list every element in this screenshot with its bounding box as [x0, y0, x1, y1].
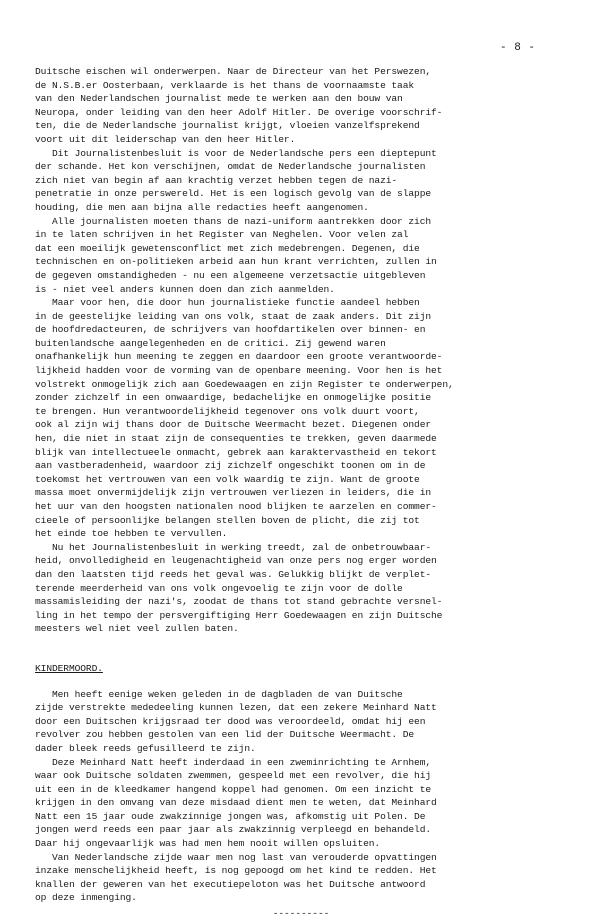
text-line: Men heeft eenige weken geleden in de dagbladen de van Duitsche [35, 688, 403, 700]
text-line: der schande. Het kon verschijnen, omdat de Nederlandsche journalisten [35, 161, 426, 173]
text-line: ling in het tempo der persvergiftiging Herr Goedewaagen en zijn Duitsche [35, 609, 443, 621]
text-line: het einde toe hebben te vervullen. [35, 528, 228, 540]
text-line: Maar voor hen, die door hun journalistieke functie aandeel hebben [35, 297, 420, 309]
text-line: Deze Meinhard Natt heeft inderdaad in een zweminrichting te Arnhem, [35, 756, 432, 768]
text-line: inzake menschelijkheid heeft, is nog gepoogd om het kind te redden. Het [35, 865, 437, 877]
text-line: Dit Journalistenbesluit is voor de Nederlandsche pers een dieptepunt [35, 147, 437, 159]
text-line: de N.S.B.er Oosterbaan, verklaarde is het thans de voornaamste taak [35, 79, 415, 91]
text-line: heid, onvolledigheid en leugenachtigheid van onze pers nog erger worden [35, 555, 437, 567]
text-line: Duitsche eischen wil onderwerpen. Naar de Directeur van het Perswezen, [35, 66, 432, 77]
text-line: dader bleek reeds gefusilleerd te zijn. [35, 742, 256, 754]
text-line: Nu het Journalistenbesluit in werking treedt, zal de onbetrouwbaar- [35, 541, 432, 553]
section-heading-kindermoord: KINDERMOORD. [35, 662, 103, 674]
text-line: op deze inmenging. [35, 892, 137, 904]
text-line: te brengen. Hun verantwoordelijkheid tegenover ons volk duurt voort, [35, 405, 420, 417]
text-line: zonder zichzelf in een onwaardige, bedachelijke en onmogelijke positie [35, 392, 432, 404]
text-line: Natt een 15 jaar oude zwakzinnige jongen was, afkomstig uit Polen. De [35, 810, 426, 822]
text-line: Alle journalisten moeten thans de nazi-uniform aantrekken door zich [35, 215, 432, 227]
text-line: de gegeven omstandigheden - nu een algemeene verzetsactie uitgebleven [35, 269, 426, 281]
text-line: ook al zijn wij thans door de Duitsche Weermacht bezet. Diegenen onder [35, 419, 432, 431]
text-line: meesters wel niet veel zullen baten. [35, 623, 239, 635]
text-line: revolver zou hebben gestolen van een lid der Duitsche Weermacht. De [35, 729, 415, 741]
text-line: door een Duitschen krijgsraad ter dood was veroordeeld, omdat hij een [35, 715, 426, 727]
text-line: in de geestelijke leiding van ons volk, staat de zaak anders. Dit zijn [35, 310, 432, 322]
text-line: voort uit dit leiderschap van den heer Hitler. [35, 133, 296, 145]
text-line: blijk van intellectueele onmacht, gebrek aan karaktervastheid en tekort [35, 446, 437, 458]
text-line: in te laten schrijven in het Register van Neghelen. Voor velen zal [35, 229, 409, 241]
text-line: zich niet van begin af aan krachtig verzet hebben tegen de nazi- [35, 174, 398, 186]
typescript-body [35, 65, 567, 921]
text-line: jongen werd reeds een paar jaar als zwakzinnig verpleegd en behandeld. [35, 824, 432, 836]
text-line: lijkheid hadden voor de vorming van de openbare meening. Voor hen is het [35, 365, 443, 377]
text-line: hen, die niet in staat zijn de consequenties te trekken, geven daarmede [35, 433, 437, 445]
text-line: cieele of persoonlijke belangen stellen boven de plicht, die zij tot [35, 514, 420, 526]
text-line: Daar hij ongevaarlijk was had men hem nooit willen opsluiten. [35, 838, 381, 850]
text-line: krijgen in den omvang van deze misdaad dient men te weten, dat Meinhard [35, 797, 437, 809]
text-line: waar ook Duitsche soldaten zwemmen, gespeeld met een revolver, die hij [35, 770, 432, 782]
text-line: houding, die men aan bijna alle redacties heeft aangenomen. [35, 201, 369, 213]
text-line: uit een in de kleedkamer hangend koppel had genomen. Om een inzicht te [35, 783, 432, 795]
text-line: het uur van den hoogsten nationalen nood blijken te aarzelen en commer- [35, 501, 437, 512]
text-line: onafhankelijk hun meening te zeggen en daardoor een groote verantwoorde- [35, 351, 443, 363]
page-number: - 8 - [500, 42, 536, 54]
text-line: knallen der geweren van het executiepeloton was het Duitsche antwoord [35, 878, 426, 890]
article-journalistenbesluit [35, 65, 567, 636]
text-line: de hoofdredacteuren, de schrijvers van hoofdartikelen over binnen- en [35, 324, 426, 336]
text-line: van den Nederlandschen journalist mede te werken aan den bouw van [35, 93, 403, 105]
text-line: Van Nederlandsche zijde waar men nog last van verouderde opvattingen [35, 851, 437, 863]
article-kindermoord [35, 688, 567, 906]
text-line: massa moet onvermijdelijk zijn vertrouwen verliezen in leiders, die in [35, 487, 432, 499]
text-line: volstrekt onmogelijk zich aan Goedewaagen en zijn Register te onderwerpen, [35, 378, 454, 390]
text-line: aan vastberadenheid, waardoor zij zichzelf ongeschikt toonen om in de [35, 460, 426, 472]
text-line: technischen en on-politieken arbeid aan hun krant verrichten, zullen in [35, 256, 437, 268]
text-line: dat een moeilijk gewetensconflict met zich medebrengen. Degenen, die [35, 242, 420, 254]
text-line: zijde verstrekte mededeeling kunnen lezen, dat een zekere Meinhard Natt [35, 702, 437, 714]
text-line: dan den laatsten tijd reeds het geval was. Gelukkig blijkt de verplet- [35, 568, 432, 580]
text-line: massamisleiding der nazi's, zoodat de thans tot stand gebrachte versnel- [35, 596, 443, 608]
text-line: terende meerderheid van ons volk ongevoelig te zijn voor de dolle [35, 582, 403, 594]
text-line: toekomst het vertrouwen van een volk waardig te zijn. Want de groote [35, 473, 420, 485]
text-line: buitenlandsche aangelegenheden en de critici. Zij gewend waren [35, 337, 386, 349]
end-separator: ---------- [272, 908, 330, 920]
text-line: ten, die de Nederlandsche journalist krijgt, vloeien vanzelfsprekend [35, 120, 420, 132]
text-line: Neuropa, onder leiding van den heer Adolf Hitler. De overige voorschrif- [35, 106, 443, 118]
text-line: is - niet veel anders kunnen doen dan zich aanmelden. [35, 283, 335, 295]
text-line: penetratie in onze perswereld. Het is een logisch gevolg van de slappe [35, 188, 432, 200]
